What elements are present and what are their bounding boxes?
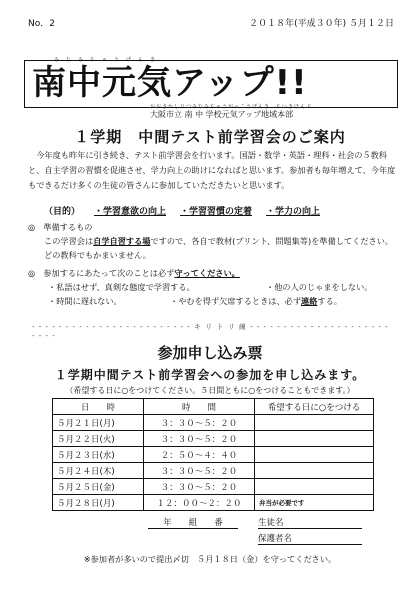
rule-4-post: する。 — [317, 296, 342, 306]
prep-body — [44, 234, 394, 262]
prep-body-emphasis: 自学自習する場 — [93, 236, 151, 246]
form-subtitle: １学期中間テスト前学習会への参加を申し込みます。 — [54, 368, 366, 382]
prep-body-post: ですので、各自で教材(プリント、問題集等)を準備してください。どの教科でもかまいません。 — [44, 236, 394, 260]
issue-number: No．2 — [28, 19, 55, 29]
row-date: ５月２２日(火) — [53, 431, 144, 447]
choice-cell-note[interactable]: 弁当が必要です — [255, 495, 374, 511]
rule-4 — [170, 294, 342, 308]
row-date: ５月２４日(木) — [53, 463, 144, 479]
rule-4-pre: ・やむを得ず欠席するときは、必ず — [170, 296, 302, 306]
table-row — [53, 431, 374, 447]
masthead-ruby: みなみちゅうげんき — [54, 57, 163, 63]
choice-cell[interactable] — [255, 463, 374, 479]
prep-body-pre: この学習会は — [44, 236, 94, 246]
table-row — [53, 447, 374, 463]
org-name: 大阪市立 南 中 学校元気アップ地域本部 — [150, 110, 294, 119]
choice-cell[interactable] — [255, 479, 374, 495]
rule-2: ・他の人のじゃまをしない。 — [266, 282, 373, 292]
aim-item: ・学習習慣の定着 — [180, 207, 253, 217]
aim-item: ・学力の向上 — [266, 207, 321, 217]
table-row — [53, 495, 374, 511]
rule-1: ・私語はせず、真剣な態度で学習する。 — [48, 282, 195, 292]
rules-title — [28, 266, 240, 280]
intro-paragraph: 今年度も昨年に引き続き、テスト前学習会を行います。国語・数学・英語・理科・社会の５教科と、自主学習の習慣を促進させ、学力向上の助けになればと思います。参加者も毎年増えて、今年度もできるだけ多くの生徒の皆さんに参加していただきたいと思います。 — [28, 150, 396, 190]
rule-3: ・時間に遅れない。 — [48, 296, 122, 306]
table-header-row — [53, 399, 374, 415]
page-title: １学期 中間テスト前学習会のご案内 — [74, 128, 346, 146]
masthead-title: 南中元気アップ!! — [32, 63, 308, 103]
row-time: ３：３０～５：２０ — [144, 431, 255, 447]
rules-title-pre: ◎ 参加するにあたって次のことは必ず — [28, 268, 175, 278]
row-time: ３：３０～５：２０ — [144, 479, 255, 495]
rule-4-emphasis: 連絡 — [301, 296, 318, 306]
deadline-note: ※参加者が多いので提出〆切 ５月１８日（金）を守ってください。 — [83, 554, 337, 564]
choice-cell[interactable] — [255, 447, 374, 463]
table-row — [53, 415, 374, 431]
aims-row — [44, 204, 404, 217]
aims-label: （目的） — [44, 207, 81, 217]
form-title: 参加申し込み票 — [157, 344, 263, 362]
row-date: ５月２５日(金) — [53, 479, 144, 495]
table-row — [53, 479, 374, 495]
col-time: 時 間 — [144, 399, 255, 415]
student-name-field[interactable]: 生徒名 — [258, 516, 362, 529]
col-choice: 希望する日に○をつける — [255, 399, 374, 415]
table-row — [53, 463, 374, 479]
guardian-name-field[interactable]: 保護者名 — [258, 532, 362, 545]
choice-cell[interactable] — [255, 415, 374, 431]
grade-class-field[interactable]: 年 組 番 — [148, 516, 238, 529]
cut-line: - - - - - - - - - - - - - - - - - - - - - - - - キ リ ト リ 線 - - - - - - - - - - - - - - - - - - - - - - - - - — [32, 323, 389, 340]
row-date: ５月２８日(月) — [53, 495, 144, 511]
choice-cell[interactable] — [255, 431, 374, 447]
row-time: ２：５０～４：４０ — [144, 447, 255, 463]
form-note: （希望する日に○をつけてください。５日間ともに○をつけることもできます。） — [65, 386, 355, 395]
row-date: ５月２３日(水) — [53, 447, 144, 463]
aim-item: ・学習意欲の向上 — [94, 207, 167, 217]
row-time: ３：３０～５：２０ — [144, 463, 255, 479]
schedule-table — [52, 398, 374, 511]
row-date: ５月２１日(月) — [53, 415, 144, 431]
rules-title-emphasis: 守ってください。 — [174, 268, 240, 278]
row-time: ３：３０～５：２０ — [144, 415, 255, 431]
issue-date: ２０１８年(平成３０年) ５月１２日 — [249, 19, 394, 29]
row-time: １２：００～２：２０ — [144, 495, 255, 511]
col-date: 日 時 — [53, 399, 144, 415]
org-ruby: おおさかしりつみなみちゅうがっこうげんき ちいきほんぶ — [150, 104, 313, 110]
prep-title: ◎ 準備するもの — [28, 222, 93, 232]
